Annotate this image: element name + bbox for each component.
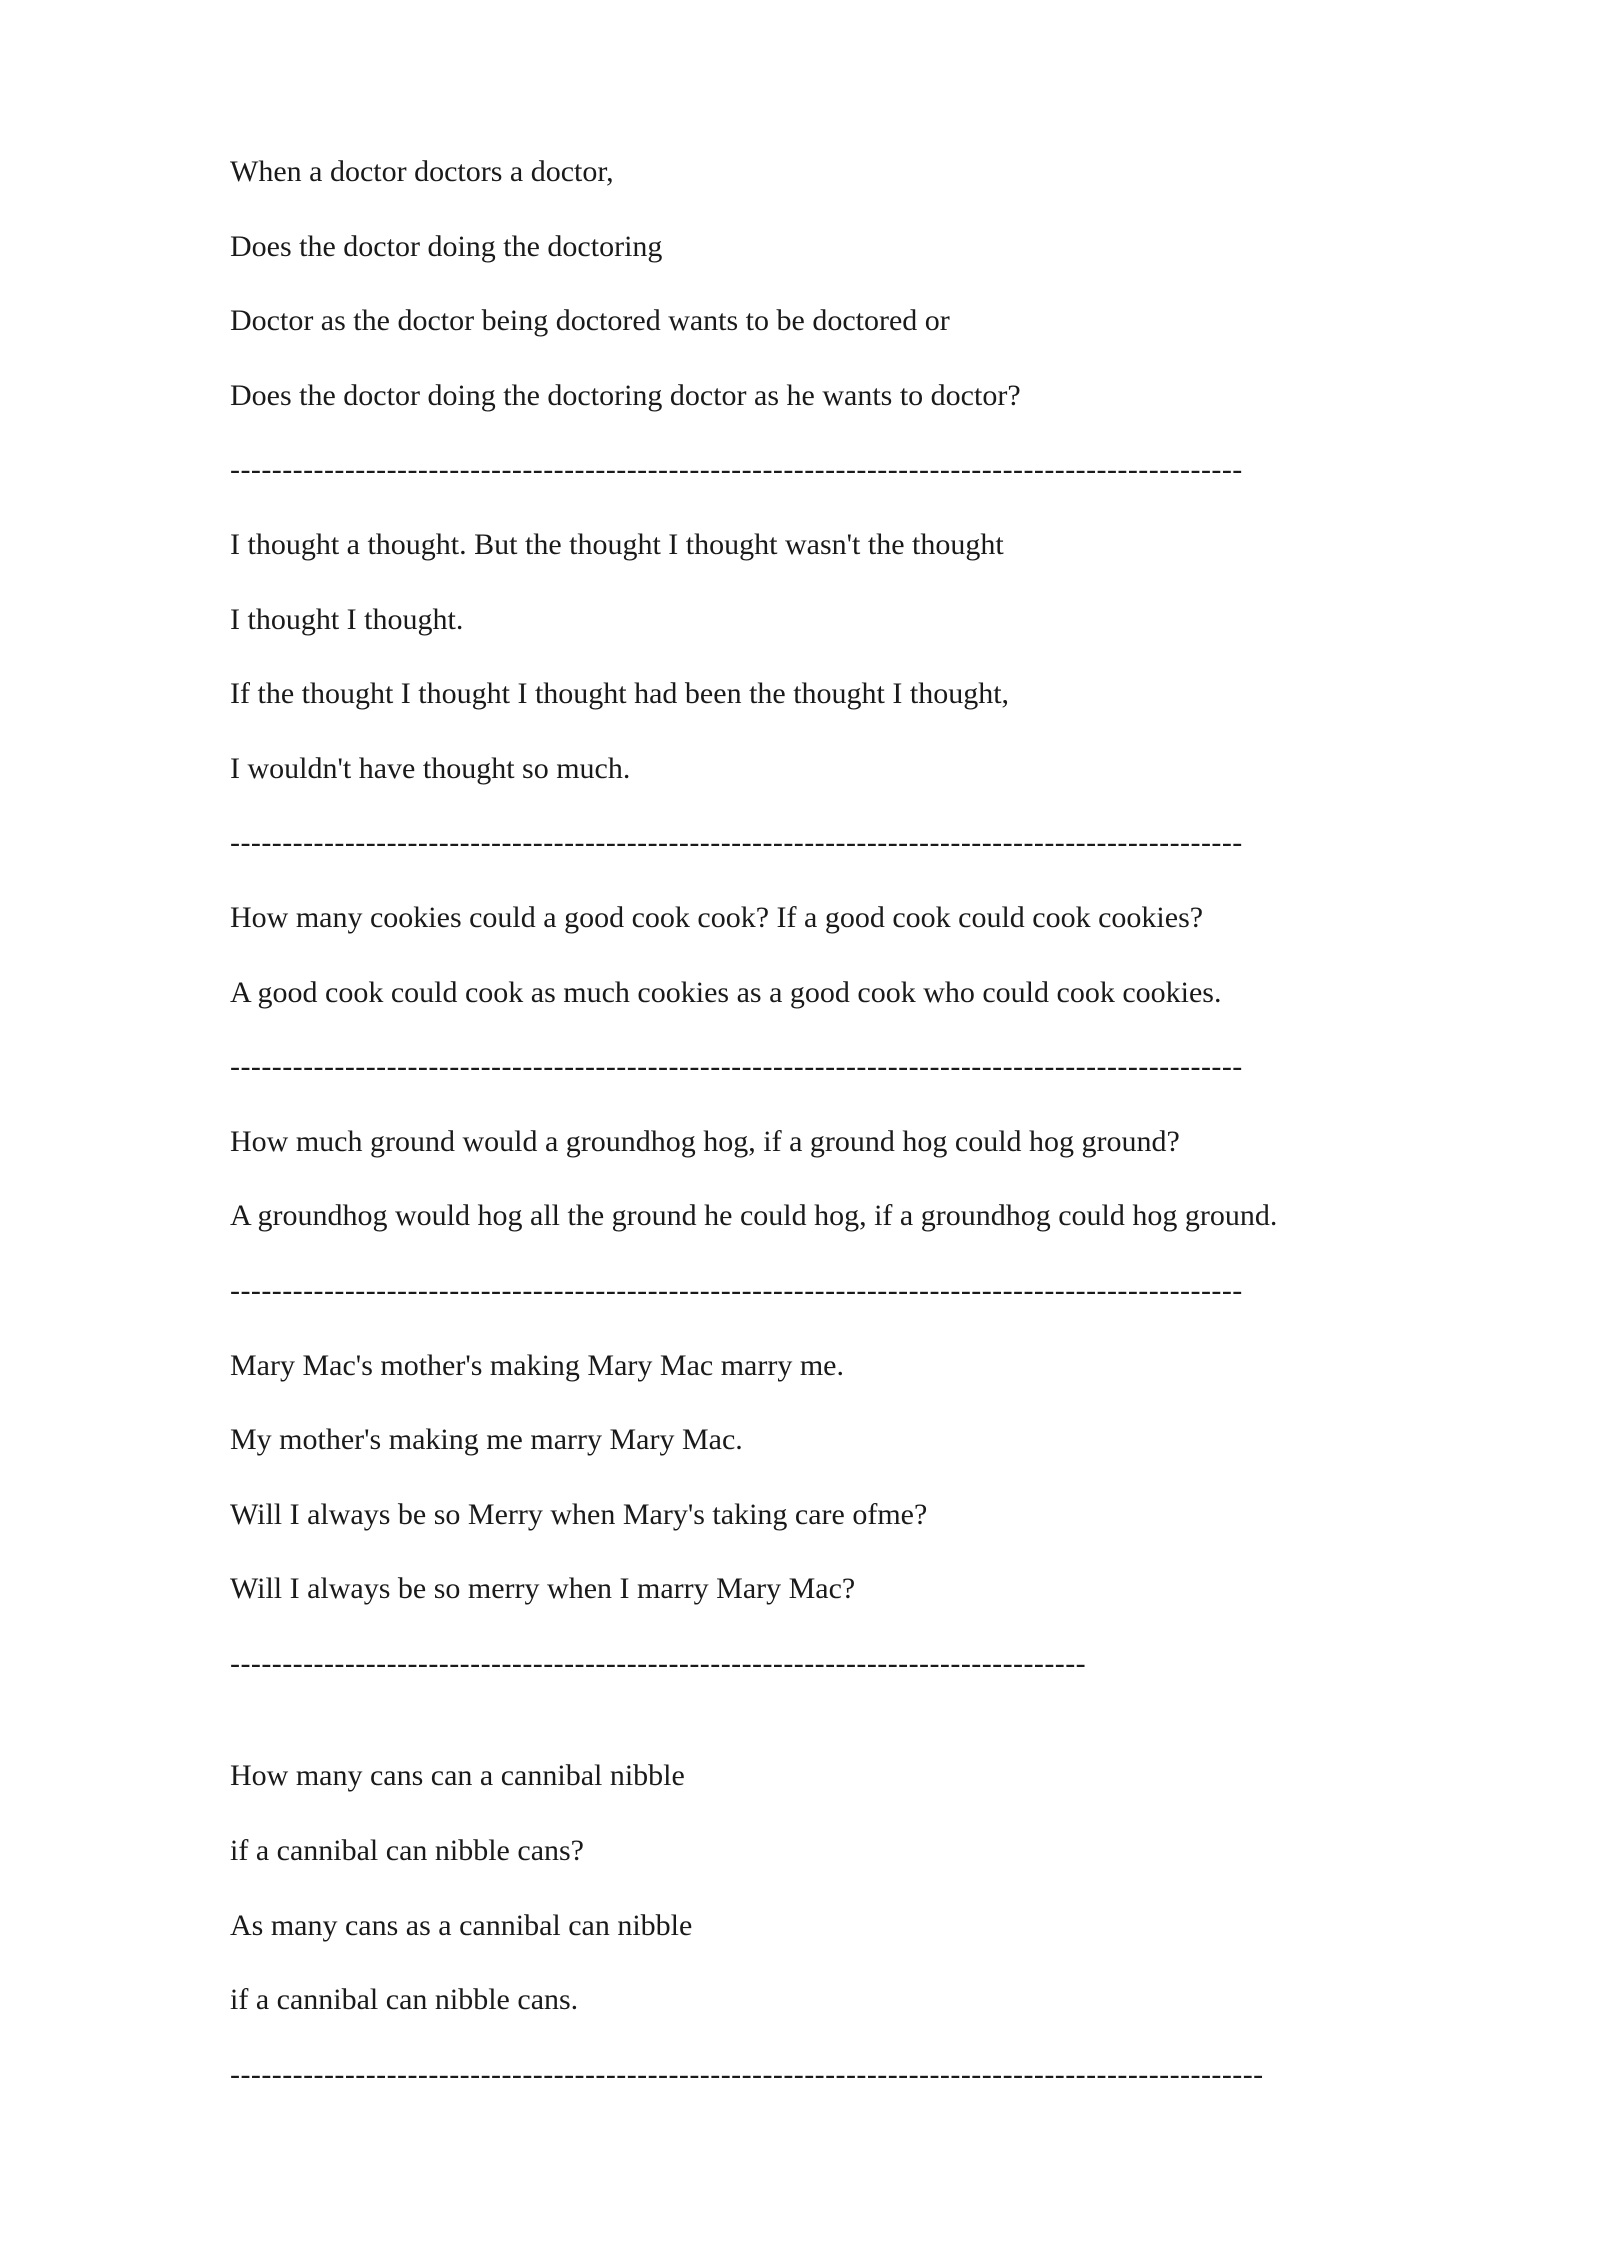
stanza-6-line-3: As many cans as a cannibal can nibble <box>230 1908 693 1942</box>
blank-spacer <box>230 1716 1570 1754</box>
separator-3: ------------------------------------------------------------------------------------------------- <box>230 1050 1243 1084</box>
stanza-4-line-1: How much ground would a groundhog hog, if a ground hog could hog ground? <box>230 1124 1180 1158</box>
stanza-2-line-4: I wouldn't have thought so much. <box>230 751 631 785</box>
stanza-2-line-2: I thought I thought. <box>230 602 464 636</box>
separator-6: --------------------------------------------------------------------------------------------------- <box>230 2057 1264 2091</box>
stanza-3-line-1: How many cookies could a good cook cook? If a good cook could cook cookies? <box>230 900 1204 934</box>
stanza-1-line-2: Does the doctor doing the doctoring <box>230 229 663 263</box>
stanza-6-line-1: How many cans can a cannibal nibble <box>230 1759 685 1793</box>
stanza-6-line-4: if a cannibal can nibble cans. <box>230 1983 579 2017</box>
stanza-1-line-1: When a doctor doctors a doctor, <box>230 155 614 188</box>
separator-4: ------------------------------------------------------------------------------------------------- <box>230 1273 1243 1307</box>
stanza-6-line-2: if a cannibal can nibble cans? <box>230 1834 584 1868</box>
stanza-5-line-3: Will I always be so Merry when Mary's taking care ofme? <box>230 1497 928 1531</box>
tongue-twister-text <box>230 150 1570 2127</box>
stanza-1-line-3: Doctor as the doctor being doctored wants to be doctored or <box>230 304 950 338</box>
stanza-2-line-3: If the thought I thought I thought had been the thought I thought, <box>230 677 1010 711</box>
stanza-1-line-4: Does the doctor doing the doctoring doctor as he wants to doctor? <box>230 378 1021 412</box>
stanza-2-line-1: I thought a thought. But the thought I thought wasn't the thought <box>230 527 1004 561</box>
stanza-5-line-1: Mary Mac's mother's making Mary Mac marry me. <box>230 1348 844 1382</box>
separator-1: ------------------------------------------------------------------------------------------------- <box>230 453 1243 487</box>
stanza-5-line-2: My mother's making me marry Mary Mac. <box>230 1423 743 1457</box>
stanza-5-line-4: Will I always be so merry when I marry Mary Mac? <box>230 1572 856 1606</box>
separator-5: ---------------------------------------------------------------------------------- <box>230 1646 1087 1680</box>
separator-2: ------------------------------------------------------------------------------------------------- <box>230 826 1243 860</box>
stanza-4-line-2: A groundhog would hog all the ground he could hog, if a groundhog could hog ground. <box>230 1199 1278 1233</box>
stanza-3-line-2: A good cook could cook as much cookies as a good cook who could cook cookies. <box>230 975 1222 1009</box>
